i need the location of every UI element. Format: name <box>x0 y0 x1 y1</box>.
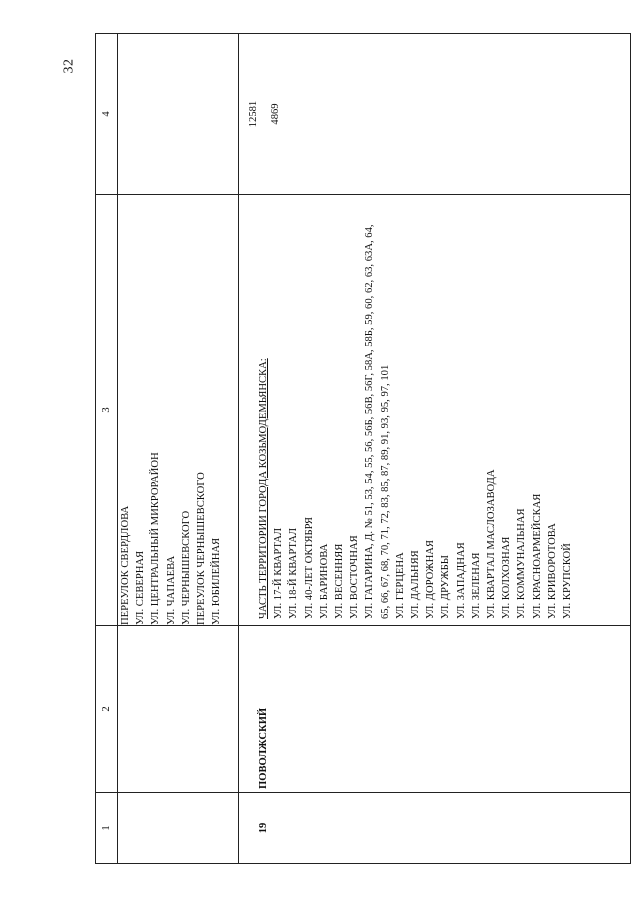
street-name: УЛ. КРИВОРОТОВА <box>546 523 558 619</box>
cell-population-empty <box>118 34 239 195</box>
cell-district-empty <box>118 626 239 793</box>
table-row-continuation <box>118 34 239 864</box>
street-name: УЛ. 18-Й КВАРТАЛ <box>288 527 300 619</box>
districts-table <box>95 33 631 864</box>
population-value: 12581 <box>248 100 259 128</box>
street-name: УЛ. ДАЛЬНЯЯ <box>410 550 422 619</box>
street-name: УЛ. ДОРОЖНАЯ <box>425 540 437 619</box>
street-name: УЛ. КРАСНОАРМЕЙСКАЯ <box>531 493 543 619</box>
street-name: УЛ. КОЛХОЗНАЯ <box>501 536 513 619</box>
street-name: УЛ. ЧАПАЕВА <box>165 555 177 625</box>
street-name: УЛ. БАРИНОВА <box>318 543 330 619</box>
population-value: 4869 <box>270 103 281 125</box>
table-header-row <box>96 34 118 864</box>
territory-part-title: ЧАСТЬ ТЕРРИТОРИИ ГОРОДА КОЗЬМОДЕМЬЯНСКА: <box>258 358 269 619</box>
street-name: УЛ. КОММУНАЛЬНАЯ <box>516 508 528 619</box>
district-number: 19 <box>239 793 631 864</box>
cell-number-empty <box>118 793 239 864</box>
street-name: УЛ. КВАРТАЛ МАСЛОЗАВОДА <box>486 469 498 619</box>
header-col-2: 2 <box>96 626 118 793</box>
street-name: УЛ. ДРУЖБЫ <box>440 555 452 619</box>
street-name: УЛ. ВЕСЕННЯЯ <box>334 543 346 619</box>
street-name: УЛ. СЕВЕРНАЯ <box>135 550 147 625</box>
cell-streets-continuation <box>118 195 239 626</box>
street-name: УЛ. ЮБИЛЕЙНАЯ <box>211 537 223 625</box>
cell-streets-19 <box>239 195 631 626</box>
districts-table-rotated <box>95 38 620 864</box>
street-name: УЛ. ГЕРЦЕНА <box>394 552 406 619</box>
street-name: УЛ. 17-Й КВАРТАЛ <box>273 527 285 619</box>
street-name: УЛ. ЦЕНТРАЛЬНЫЙ МИКРОРАЙОН <box>150 452 162 625</box>
street-name: ПЕРЕУЛОК ЧЕРНЫШЕВСКОГО <box>196 472 208 625</box>
page-number: 32 <box>61 58 77 74</box>
header-col-4: 4 <box>96 34 118 195</box>
header-col-1: 1 <box>96 793 118 864</box>
district-name: ПОВОЛЖСКИЙ <box>239 626 631 793</box>
street-name: УЛ. ГАГАРИНА, Д. № 51, 53, 54, 55, 56, 56Б, 56В, 56Г, 58А, 58Б, 59, 60, 62, 63, 63А, 64, 65, 66, 67, 68, 70, 71, 72, 83, 85, 87, 89, 91, 93, 95, 97, 101 <box>364 224 391 619</box>
street-name: УЛ. ЗЕЛЕНАЯ <box>470 552 482 619</box>
header-col-3: 3 <box>96 195 118 626</box>
street-name: УЛ. ЗАПАДНАЯ <box>455 542 467 619</box>
table-row-19 <box>239 34 631 864</box>
street-name: УЛ. КРУПСКОЙ <box>562 543 574 619</box>
street-name: УЛ. ВОСТОЧНАЯ <box>349 535 361 619</box>
street-name: УЛ. ЧЕРНЫШЕВСКОГО <box>180 510 192 625</box>
street-name: ПЕРЕУЛОК СВЕРДЛОВА <box>120 505 131 625</box>
cell-population <box>239 34 631 195</box>
street-name: УЛ. 40-ЛЕТ ОКТЯБРЯ <box>303 517 315 619</box>
